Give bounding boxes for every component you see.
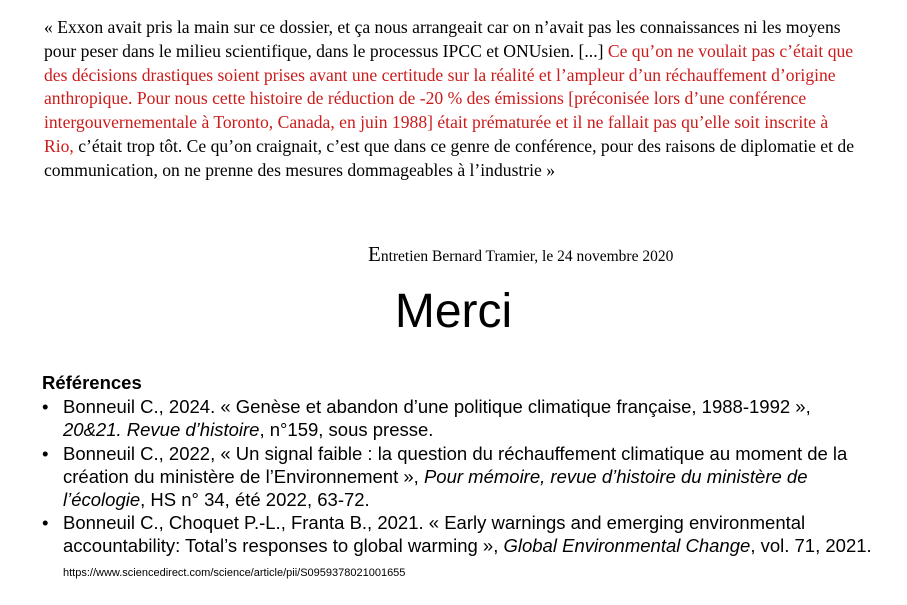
quote-text-highlighted: Ce qu’on ne voulait pas c’était que des décisions drastiques soient prises avant une certitude sur la réalité et l’ampleur d’un réchauffement d’origine anthropique. Pour nous cette histoire de réduction de -20 % des émissions [préconisée lors d’une conférence intergouvernementale à Toronto, Canada, en juin 1988] était prématurée et il ne fallait pas qu’elle soit inscrite à Rio,	[44, 40, 854, 156]
quote-text-start: « Exxon avait pris la main sur ce dossier, et ça nous arrangeait car on n’avait pas les connaissances ni les moyens pour peser dans le milieu scientifique, dans le processus IPCC et ONUsien. [...]	[44, 17, 841, 61]
references-section	[42, 371, 872, 585]
reference-details: , HS n° 34, été 2022, 63-72.	[140, 489, 370, 511]
reference-journal: 20&21. Revue d’histoire	[63, 419, 260, 441]
reference-item	[42, 511, 872, 585]
reference-link[interactable]: https://www.sciencedirect.com/science/article/pii/S0959378021001655	[63, 566, 406, 579]
reference-item	[42, 395, 872, 441]
quote-block	[44, 16, 859, 183]
reference-text: Bonneuil C., 2024. « Genèse et abandon d’une politique climatique française, 1988-1992 »,	[63, 396, 811, 418]
reference-details: , vol. 71, 2021.	[750, 535, 872, 557]
reference-item	[42, 442, 872, 512]
attribution-initial: E	[368, 242, 381, 266]
quote-attribution	[368, 244, 673, 267]
quote-text-end: c’était trop tôt. Ce qu’on craignait, c’est que dans ce genre de conférence, pour des raisons de diplomatie et de communication, on ne prenne des mesures dommageables à l’industrie »	[44, 135, 855, 180]
reference-journal: Global Environmental Change	[503, 535, 751, 557]
page-title: Merci	[394, 285, 513, 338]
reference-journal: Pour mémoire, revue d’histoire du ministère de l’écologie	[63, 465, 808, 511]
attribution-text: ntretien Bernard Tramier, le 24 novembre 2020	[380, 248, 674, 265]
reference-text: Bonneuil C., Choquet P.-L., Franta B., 2021. « Early warnings and emerging environmental accountability: Total’s responses to global warming »,	[63, 512, 806, 557]
references-heading: Références	[42, 372, 142, 393]
references-list	[42, 395, 872, 585]
reference-details: , n°159, sous presse.	[259, 419, 434, 441]
reference-text: Bonneuil C., 2022, « Un signal faible : la question du réchauffement climatique au moment de la création du ministère de l’Environnement »,	[63, 442, 848, 487]
